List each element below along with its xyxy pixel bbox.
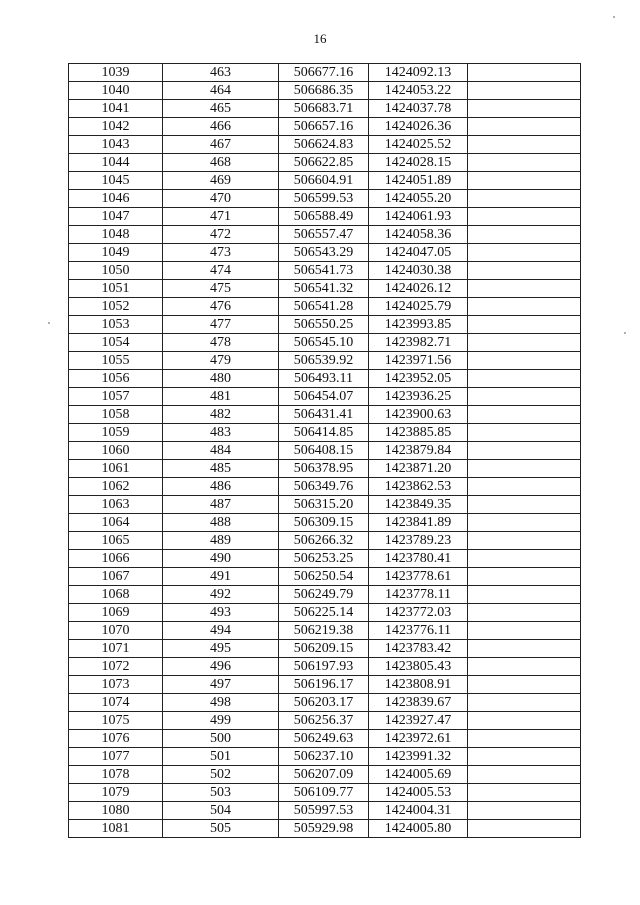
table-row — [69, 514, 581, 532]
table-row — [69, 478, 581, 496]
table-row — [69, 406, 581, 424]
y-coordinate-cell: 1423805.43 — [369, 658, 468, 676]
point-id-cell: 1067 — [69, 568, 163, 586]
blank-cell — [468, 748, 581, 766]
y-coordinate-cell: 1424005.80 — [369, 820, 468, 838]
x-coordinate-cell: 506604.91 — [279, 172, 369, 190]
y-coordinate-cell: 1423972.61 — [369, 730, 468, 748]
y-coordinate-cell: 1424026.36 — [369, 118, 468, 136]
point-id-cell: 1041 — [69, 100, 163, 118]
y-coordinate-cell: 1424005.69 — [369, 766, 468, 784]
blank-cell — [468, 190, 581, 208]
blank-cell — [468, 568, 581, 586]
x-coordinate-cell: 506541.28 — [279, 298, 369, 316]
blank-cell — [468, 388, 581, 406]
x-coordinate-cell: 506209.15 — [279, 640, 369, 658]
table-row — [69, 388, 581, 406]
x-coordinate-cell: 506599.53 — [279, 190, 369, 208]
x-coordinate-cell: 506454.07 — [279, 388, 369, 406]
coordinates-table — [68, 63, 581, 838]
x-coordinate-cell: 506309.15 — [279, 514, 369, 532]
blank-cell — [468, 604, 581, 622]
y-coordinate-cell: 1423927.47 — [369, 712, 468, 730]
y-coordinate-cell: 1423780.41 — [369, 550, 468, 568]
y-coordinate-cell: 1423871.20 — [369, 460, 468, 478]
table-body — [69, 64, 581, 838]
point-id-cell: 1079 — [69, 784, 163, 802]
blank-cell — [468, 622, 581, 640]
y-coordinate-cell: 1423839.67 — [369, 694, 468, 712]
blank-cell — [468, 316, 581, 334]
y-coordinate-cell: 1424025.52 — [369, 136, 468, 154]
y-coordinate-cell: 1423952.05 — [369, 370, 468, 388]
x-coordinate-cell: 506207.09 — [279, 766, 369, 784]
table-row — [69, 154, 581, 172]
point-id-cell: 1046 — [69, 190, 163, 208]
table-row — [69, 352, 581, 370]
blank-cell — [468, 640, 581, 658]
point-id-cell: 1066 — [69, 550, 163, 568]
table-row — [69, 208, 581, 226]
vertex-number-cell: 495 — [163, 640, 279, 658]
vertex-number-cell: 491 — [163, 568, 279, 586]
x-coordinate-cell: 506250.54 — [279, 568, 369, 586]
table-row — [69, 802, 581, 820]
table-row — [69, 172, 581, 190]
y-coordinate-cell: 1424058.36 — [369, 226, 468, 244]
table-row — [69, 712, 581, 730]
vertex-number-cell: 468 — [163, 154, 279, 172]
point-id-cell: 1055 — [69, 352, 163, 370]
y-coordinate-cell: 1424061.93 — [369, 208, 468, 226]
table-row — [69, 136, 581, 154]
y-coordinate-cell: 1423991.32 — [369, 748, 468, 766]
vertex-number-cell: 492 — [163, 586, 279, 604]
vertex-number-cell: 503 — [163, 784, 279, 802]
vertex-number-cell: 470 — [163, 190, 279, 208]
table-row — [69, 370, 581, 388]
y-coordinate-cell: 1424026.12 — [369, 280, 468, 298]
scan-speck — [613, 16, 615, 18]
blank-cell — [468, 496, 581, 514]
table-row — [69, 586, 581, 604]
vertex-number-cell: 463 — [163, 64, 279, 82]
blank-cell — [468, 172, 581, 190]
y-coordinate-cell: 1423936.25 — [369, 388, 468, 406]
x-coordinate-cell: 506543.29 — [279, 244, 369, 262]
table-row — [69, 226, 581, 244]
blank-cell — [468, 136, 581, 154]
x-coordinate-cell: 506237.10 — [279, 748, 369, 766]
table-row — [69, 622, 581, 640]
y-coordinate-cell: 1424037.78 — [369, 100, 468, 118]
point-id-cell: 1063 — [69, 496, 163, 514]
point-id-cell: 1081 — [69, 820, 163, 838]
y-coordinate-cell: 1423772.03 — [369, 604, 468, 622]
y-coordinate-cell: 1424055.20 — [369, 190, 468, 208]
point-id-cell: 1074 — [69, 694, 163, 712]
point-id-cell: 1068 — [69, 586, 163, 604]
vertex-number-cell: 493 — [163, 604, 279, 622]
blank-cell — [468, 82, 581, 100]
blank-cell — [468, 658, 581, 676]
x-coordinate-cell: 506109.77 — [279, 784, 369, 802]
vertex-number-cell: 464 — [163, 82, 279, 100]
x-coordinate-cell: 506545.10 — [279, 334, 369, 352]
vertex-number-cell: 479 — [163, 352, 279, 370]
blank-cell — [468, 820, 581, 838]
vertex-number-cell: 475 — [163, 280, 279, 298]
vertex-number-cell: 466 — [163, 118, 279, 136]
x-coordinate-cell: 506493.11 — [279, 370, 369, 388]
table-row — [69, 460, 581, 478]
blank-cell — [468, 100, 581, 118]
x-coordinate-cell: 506557.47 — [279, 226, 369, 244]
y-coordinate-cell: 1424030.38 — [369, 262, 468, 280]
point-id-cell: 1052 — [69, 298, 163, 316]
vertex-number-cell: 472 — [163, 226, 279, 244]
x-coordinate-cell: 506253.25 — [279, 550, 369, 568]
blank-cell — [468, 442, 581, 460]
vertex-number-cell: 497 — [163, 676, 279, 694]
vertex-number-cell: 486 — [163, 478, 279, 496]
point-id-cell: 1060 — [69, 442, 163, 460]
y-coordinate-cell: 1424053.22 — [369, 82, 468, 100]
point-id-cell: 1042 — [69, 118, 163, 136]
table-row — [69, 568, 581, 586]
table-row — [69, 730, 581, 748]
blank-cell — [468, 64, 581, 82]
vertex-number-cell: 498 — [163, 694, 279, 712]
vertex-number-cell: 473 — [163, 244, 279, 262]
y-coordinate-cell: 1423900.63 — [369, 406, 468, 424]
x-coordinate-cell: 506683.71 — [279, 100, 369, 118]
x-coordinate-cell: 506431.41 — [279, 406, 369, 424]
point-id-cell: 1039 — [69, 64, 163, 82]
blank-cell — [468, 676, 581, 694]
table-row — [69, 658, 581, 676]
table-row — [69, 82, 581, 100]
point-id-cell: 1071 — [69, 640, 163, 658]
blank-cell — [468, 262, 581, 280]
y-coordinate-cell: 1423982.71 — [369, 334, 468, 352]
blank-cell — [468, 766, 581, 784]
table-row — [69, 424, 581, 442]
vertex-number-cell: 482 — [163, 406, 279, 424]
y-coordinate-cell: 1424025.79 — [369, 298, 468, 316]
table-row — [69, 280, 581, 298]
blank-cell — [468, 514, 581, 532]
x-coordinate-cell: 506622.85 — [279, 154, 369, 172]
point-id-cell: 1040 — [69, 82, 163, 100]
table-row — [69, 766, 581, 784]
table-row — [69, 334, 581, 352]
vertex-number-cell: 478 — [163, 334, 279, 352]
y-coordinate-cell: 1423841.89 — [369, 514, 468, 532]
vertex-number-cell: 488 — [163, 514, 279, 532]
vertex-number-cell: 484 — [163, 442, 279, 460]
x-coordinate-cell: 506541.32 — [279, 280, 369, 298]
table-row — [69, 748, 581, 766]
blank-cell — [468, 208, 581, 226]
vertex-number-cell: 480 — [163, 370, 279, 388]
point-id-cell: 1073 — [69, 676, 163, 694]
blank-cell — [468, 532, 581, 550]
y-coordinate-cell: 1423789.23 — [369, 532, 468, 550]
y-coordinate-cell: 1424028.15 — [369, 154, 468, 172]
y-coordinate-cell: 1423879.84 — [369, 442, 468, 460]
blank-cell — [468, 550, 581, 568]
table-row — [69, 190, 581, 208]
vertex-number-cell: 471 — [163, 208, 279, 226]
blank-cell — [468, 478, 581, 496]
x-coordinate-cell: 506219.38 — [279, 622, 369, 640]
x-coordinate-cell: 506349.76 — [279, 478, 369, 496]
x-coordinate-cell: 506378.95 — [279, 460, 369, 478]
table-row — [69, 694, 581, 712]
point-id-cell: 1043 — [69, 136, 163, 154]
x-coordinate-cell: 506657.16 — [279, 118, 369, 136]
point-id-cell: 1077 — [69, 748, 163, 766]
blank-cell — [468, 298, 581, 316]
x-coordinate-cell: 505929.98 — [279, 820, 369, 838]
blank-cell — [468, 334, 581, 352]
point-id-cell: 1048 — [69, 226, 163, 244]
table-row — [69, 550, 581, 568]
vertex-number-cell: 487 — [163, 496, 279, 514]
point-id-cell: 1050 — [69, 262, 163, 280]
table-row — [69, 784, 581, 802]
x-coordinate-cell: 506408.15 — [279, 442, 369, 460]
vertex-number-cell: 501 — [163, 748, 279, 766]
blank-cell — [468, 802, 581, 820]
vertex-number-cell: 476 — [163, 298, 279, 316]
x-coordinate-cell: 506266.32 — [279, 532, 369, 550]
point-id-cell: 1061 — [69, 460, 163, 478]
blank-cell — [468, 226, 581, 244]
table-row — [69, 262, 581, 280]
point-id-cell: 1062 — [69, 478, 163, 496]
vertex-number-cell: 499 — [163, 712, 279, 730]
point-id-cell: 1045 — [69, 172, 163, 190]
y-coordinate-cell: 1423783.42 — [369, 640, 468, 658]
table-row — [69, 640, 581, 658]
point-id-cell: 1076 — [69, 730, 163, 748]
vertex-number-cell: 467 — [163, 136, 279, 154]
y-coordinate-cell: 1424051.89 — [369, 172, 468, 190]
x-coordinate-cell: 506677.16 — [279, 64, 369, 82]
y-coordinate-cell: 1423862.53 — [369, 478, 468, 496]
point-id-cell: 1051 — [69, 280, 163, 298]
point-id-cell: 1080 — [69, 802, 163, 820]
blank-cell — [468, 784, 581, 802]
point-id-cell: 1044 — [69, 154, 163, 172]
y-coordinate-cell: 1423971.56 — [369, 352, 468, 370]
vertex-number-cell: 505 — [163, 820, 279, 838]
x-coordinate-cell: 506256.37 — [279, 712, 369, 730]
table-row — [69, 496, 581, 514]
blank-cell — [468, 694, 581, 712]
table-row — [69, 604, 581, 622]
x-coordinate-cell: 506203.17 — [279, 694, 369, 712]
point-id-cell: 1065 — [69, 532, 163, 550]
x-coordinate-cell: 506550.25 — [279, 316, 369, 334]
blank-cell — [468, 154, 581, 172]
vertex-number-cell: 490 — [163, 550, 279, 568]
x-coordinate-cell: 506225.14 — [279, 604, 369, 622]
x-coordinate-cell: 505997.53 — [279, 802, 369, 820]
blank-cell — [468, 118, 581, 136]
blank-cell — [468, 370, 581, 388]
point-id-cell: 1069 — [69, 604, 163, 622]
vertex-number-cell: 465 — [163, 100, 279, 118]
scan-speck — [624, 332, 626, 334]
x-coordinate-cell: 506686.35 — [279, 82, 369, 100]
point-id-cell: 1064 — [69, 514, 163, 532]
vertex-number-cell: 477 — [163, 316, 279, 334]
x-coordinate-cell: 506624.83 — [279, 136, 369, 154]
table-row — [69, 676, 581, 694]
vertex-number-cell: 489 — [163, 532, 279, 550]
blank-cell — [468, 406, 581, 424]
y-coordinate-cell: 1424005.53 — [369, 784, 468, 802]
point-id-cell: 1058 — [69, 406, 163, 424]
x-coordinate-cell: 506539.92 — [279, 352, 369, 370]
point-id-cell: 1078 — [69, 766, 163, 784]
table-row — [69, 118, 581, 136]
vertex-number-cell: 500 — [163, 730, 279, 748]
y-coordinate-cell: 1423808.91 — [369, 676, 468, 694]
point-id-cell: 1075 — [69, 712, 163, 730]
x-coordinate-cell: 506588.49 — [279, 208, 369, 226]
y-coordinate-cell: 1423849.35 — [369, 496, 468, 514]
x-coordinate-cell: 506414.85 — [279, 424, 369, 442]
vertex-number-cell: 485 — [163, 460, 279, 478]
vertex-number-cell: 483 — [163, 424, 279, 442]
x-coordinate-cell: 506541.73 — [279, 262, 369, 280]
point-id-cell: 1049 — [69, 244, 163, 262]
vertex-number-cell: 504 — [163, 802, 279, 820]
blank-cell — [468, 460, 581, 478]
x-coordinate-cell: 506315.20 — [279, 496, 369, 514]
blank-cell — [468, 712, 581, 730]
point-id-cell: 1059 — [69, 424, 163, 442]
table-row — [69, 442, 581, 460]
point-id-cell: 1047 — [69, 208, 163, 226]
blank-cell — [468, 352, 581, 370]
blank-cell — [468, 424, 581, 442]
table-row — [69, 298, 581, 316]
table-row — [69, 532, 581, 550]
x-coordinate-cell: 506249.63 — [279, 730, 369, 748]
y-coordinate-cell: 1423778.11 — [369, 586, 468, 604]
y-coordinate-cell: 1423993.85 — [369, 316, 468, 334]
table-row — [69, 64, 581, 82]
y-coordinate-cell: 1423885.85 — [369, 424, 468, 442]
point-id-cell: 1056 — [69, 370, 163, 388]
x-coordinate-cell: 506196.17 — [279, 676, 369, 694]
point-id-cell: 1053 — [69, 316, 163, 334]
blank-cell — [468, 244, 581, 262]
scan-speck — [48, 322, 50, 324]
blank-cell — [468, 730, 581, 748]
point-id-cell: 1072 — [69, 658, 163, 676]
vertex-number-cell: 496 — [163, 658, 279, 676]
vertex-number-cell: 469 — [163, 172, 279, 190]
page-number: 16 — [313, 31, 327, 46]
vertex-number-cell: 502 — [163, 766, 279, 784]
y-coordinate-cell: 1424004.31 — [369, 802, 468, 820]
point-id-cell: 1070 — [69, 622, 163, 640]
y-coordinate-cell: 1423776.11 — [369, 622, 468, 640]
vertex-number-cell: 481 — [163, 388, 279, 406]
vertex-number-cell: 474 — [163, 262, 279, 280]
x-coordinate-cell: 506197.93 — [279, 658, 369, 676]
table-row — [69, 100, 581, 118]
y-coordinate-cell: 1424092.13 — [369, 64, 468, 82]
vertex-number-cell: 494 — [163, 622, 279, 640]
table-row — [69, 244, 581, 262]
x-coordinate-cell: 506249.79 — [279, 586, 369, 604]
blank-cell — [468, 280, 581, 298]
point-id-cell: 1054 — [69, 334, 163, 352]
y-coordinate-cell: 1423778.61 — [369, 568, 468, 586]
table-row — [69, 820, 581, 838]
table-row — [69, 316, 581, 334]
y-coordinate-cell: 1424047.05 — [369, 244, 468, 262]
point-id-cell: 1057 — [69, 388, 163, 406]
blank-cell — [468, 586, 581, 604]
